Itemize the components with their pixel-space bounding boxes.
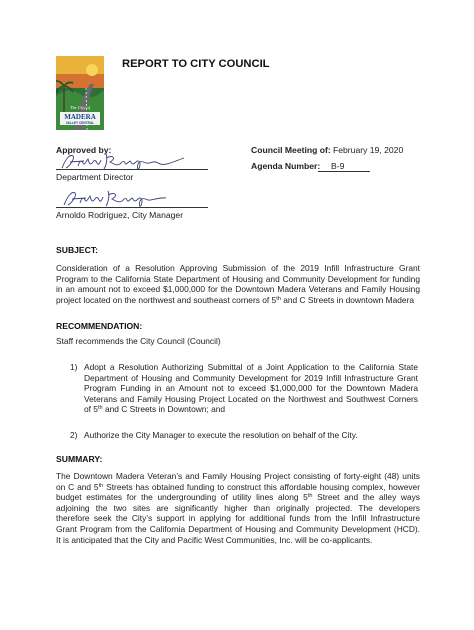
subject-line-1: Consideration of a Resolution Approving Submission of the 2019 Infill Infrastructure Grant <box>56 263 420 273</box>
logo-line1: The City of <box>70 105 90 110</box>
subject-line-4-sup: th <box>276 295 281 302</box>
manager-name-title: Arnoldo Rodriguez, City Manager <box>56 210 184 220</box>
city-of-madera-logo <box>56 56 104 130</box>
recommendation-heading: RECOMMENDATION: <box>56 321 143 331</box>
summary-line-6: Grant Program from the California Department of Housing and Community Development (HCD). <box>56 523 420 534</box>
agenda-number-value: B-9 <box>331 161 345 171</box>
rec-1-line-5b: and C Streets in Downtown; and <box>102 404 226 415</box>
summary-line-3 <box>56 492 420 503</box>
rec-1-line-2: Department of Housing and Community Development for 2019 Infill Infrastructure Grant <box>84 372 418 383</box>
subject-line-4 <box>56 295 420 306</box>
subject-text <box>56 263 420 305</box>
rec-1-line-3: Program Funding in an Amount not to exceed $1,000,000 for the Downtown Madera <box>84 383 418 394</box>
summary-text <box>56 471 420 545</box>
recommendation-item-1 <box>84 362 418 415</box>
subject-line-3: in an amount not to exceed $1,000,000 for the Downtown Madera Veterans and Family Housing <box>56 284 420 295</box>
summary-line-1: The Downtown Madera Veteran’s and Family Housing Project consisting of forty-eight (48) units <box>56 471 420 481</box>
rec-1-line-1: Adopt a Resolution Authorizing Submittal of a Joint Application to the California State <box>84 362 418 372</box>
summary-line-7: It is anticipated that the City and Pacific West Communities, Inc. will be co-applicants. <box>56 534 373 545</box>
director-title: Department Director <box>56 172 134 182</box>
signature-icon <box>60 150 190 174</box>
rec-1-line-5a: of 5 <box>84 404 98 415</box>
subject-line-2: Program to the California State Department of Housing and Community Development for funding <box>56 273 420 284</box>
approved-by-label: Approved by: <box>56 145 112 155</box>
logo-line3: VALLEY CENTRAL <box>65 121 95 125</box>
subject-line-4a: project located on the northwest and southeast corners of 5 <box>56 294 277 305</box>
summary-line-3a: budget estimates for the undergrounding of utility lines along 5 <box>56 492 308 503</box>
summary-line-2 <box>56 482 420 493</box>
rec-1-line-5 <box>84 404 418 415</box>
agenda-number-underline <box>318 171 370 172</box>
report-title: REPORT TO CITY COUNCIL <box>122 58 270 70</box>
recommendation-item-2: Authorize the City Manager to execute the resolution on behalf of the City. <box>84 430 358 440</box>
recommendation-item-2-number: 2) <box>70 430 78 440</box>
recommendation-intro: Staff recommends the City Council (Council) <box>56 336 221 346</box>
subject-line-4b: and C Streets in downtown Madera <box>280 294 415 305</box>
summary-line-2a: on C and 5 <box>56 481 99 492</box>
subject-heading: SUBJECT: <box>56 245 99 255</box>
summary-line-2b: Streets has obtained funding to construct this affordable housing complex, however <box>103 481 420 492</box>
council-meeting-date: February 19, 2020 <box>333 145 404 155</box>
summary-line-5: therefore seek the City’s support in applying for additional funds from the Infill Infrastructure <box>56 513 420 524</box>
council-meeting-label: Council Meeting of: <box>251 145 331 155</box>
summary-heading: SUMMARY: <box>56 454 103 464</box>
summary-line-3-sup: th <box>307 493 313 500</box>
manager-signature-line <box>56 207 208 208</box>
agenda-number-label: Agenda Number: <box>251 161 321 171</box>
summary-line-3b: Street and the alley ways <box>312 492 420 503</box>
logo-line2: MADERA <box>64 113 96 121</box>
summary-line-2-sup: th <box>98 482 104 489</box>
summary-line-4: adjoining the two sites are significantly higher than originally projected. The developers <box>56 502 420 513</box>
recommendation-item-1-number: 1) <box>70 362 78 372</box>
director-signature-line <box>56 169 208 170</box>
rec-1-line-5-sup: th <box>97 405 103 412</box>
rec-1-line-4: Veterans and Family Housing Project Located on the Northwest and Southwest Corners <box>84 393 418 404</box>
